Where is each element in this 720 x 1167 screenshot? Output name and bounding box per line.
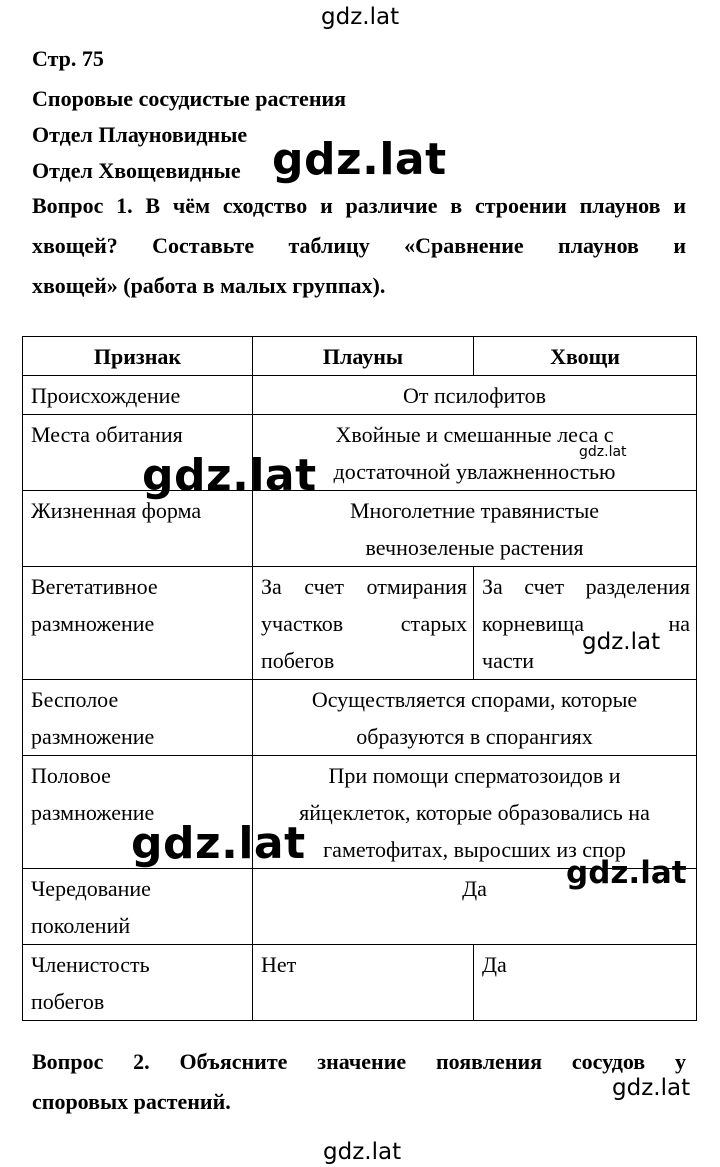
table-row-asexual (23, 680, 697, 756)
topic-title: Споровые сосудистые растения (32, 86, 347, 111)
common-cell (253, 491, 697, 567)
lycopods-text: участков старых (261, 611, 467, 636)
table-row-life-form (23, 491, 697, 567)
lycopods-cell (253, 567, 474, 680)
watermark-large-1: gdz.lat (272, 134, 447, 185)
common-cell (253, 376, 697, 415)
watermark-bottom: gdz.lat (323, 1139, 402, 1165)
header-feature: Признак (23, 337, 253, 376)
watermark-top: gdz.lat (321, 4, 400, 30)
horsetails-text: За счет разделения (482, 574, 690, 599)
common-text: яйцеклеток, которые образовались на (299, 800, 650, 825)
common-text: вечнозеленые растения (365, 535, 584, 560)
common-text: Хвойные и смешанные леса с (335, 422, 614, 447)
feature-cell (23, 567, 253, 680)
watermark-right-3: gdz.lat (612, 1075, 691, 1101)
feature-cell (23, 376, 253, 415)
table-row-sexual (23, 756, 697, 869)
horsetails-text: Да (482, 952, 507, 977)
common-text: достаточной увлажненностью (333, 459, 616, 484)
common-text: При помощи сперматозоидов и (328, 763, 621, 788)
horsetails-cell (474, 567, 697, 680)
horsetails-text: части (482, 648, 534, 673)
watermark-right-2: gdz.lat (566, 855, 687, 891)
lycopods-text: За счет отмирания (261, 574, 467, 599)
division-horsetails: Отдел Хвощевидные (32, 158, 241, 183)
question-2 (32, 1042, 686, 1122)
common-cell (253, 415, 697, 491)
question-1-line-2: хвощей? Составьте таблицу «Сравнение плаунов и (32, 233, 686, 258)
common-text: гаметофитах, выросших из спор (323, 837, 626, 862)
division-lycopods: Отдел Плауновидные (32, 122, 248, 147)
page-number: Стр. 75 (32, 46, 104, 71)
feature-text: размножение (31, 800, 155, 825)
common-cell (253, 680, 697, 756)
table-row-habitat (23, 415, 697, 491)
lycopods-text: Нет (261, 952, 297, 977)
common-cell (253, 756, 697, 869)
feature-text: Места обитания (31, 422, 183, 447)
horsetails-text: корневища на (482, 611, 690, 636)
question-1 (32, 186, 686, 306)
watermark-large-3: gdz.lat (131, 818, 306, 869)
feature-text: размножение (31, 611, 155, 636)
header-horsetails: Хвощи (474, 337, 697, 376)
table-row-segmentation (23, 945, 697, 1021)
feature-cell (23, 869, 253, 945)
question-2-line-2: споровых растений. (32, 1089, 231, 1114)
feature-text: Происхождение (31, 383, 181, 408)
feature-cell (23, 680, 253, 756)
question-1-line-3: хвощей» (работа в малых группах). (32, 273, 386, 298)
feature-text: Чередование (31, 876, 151, 901)
feature-text: Членистость (31, 952, 150, 977)
feature-text: Жизненная форма (31, 498, 202, 523)
feature-cell (23, 491, 253, 567)
common-text: Осуществляется спорами, которые (311, 687, 638, 712)
table-row-origin (23, 376, 697, 415)
feature-text: Бесполое (31, 687, 119, 712)
feature-text: Половое (31, 763, 111, 788)
common-text: Да (462, 876, 487, 901)
common-text: От псилофитов (402, 383, 547, 408)
lycopods-cell (253, 945, 474, 1021)
watermark-right-1: gdz.lat (582, 629, 661, 655)
header-lycopods: Плауны (253, 337, 474, 376)
feature-text: побегов (31, 989, 105, 1014)
horsetails-cell (474, 945, 697, 1021)
question-1-line-1: Вопрос 1. В чём сходство и различие в строении плаунов и (32, 193, 686, 218)
table-row-vegetative (23, 567, 697, 680)
lycopods-text: побегов (261, 648, 335, 673)
comparison-table (22, 336, 697, 1021)
common-text: образуются в спорангиях (356, 724, 593, 749)
common-text: Многолетние травянистые (349, 498, 600, 523)
watermark-large-2: gdz.lat (142, 450, 317, 501)
watermark-small: gdz.lat (579, 444, 627, 460)
feature-cell (23, 945, 253, 1021)
feature-text: поколений (31, 913, 131, 938)
feature-text: Вегетативное (31, 574, 158, 599)
question-2-line-1: Вопрос 2. Объясните значение появления сосудов у (32, 1049, 686, 1074)
table-header-row (23, 337, 697, 376)
feature-text: размножение (31, 724, 155, 749)
